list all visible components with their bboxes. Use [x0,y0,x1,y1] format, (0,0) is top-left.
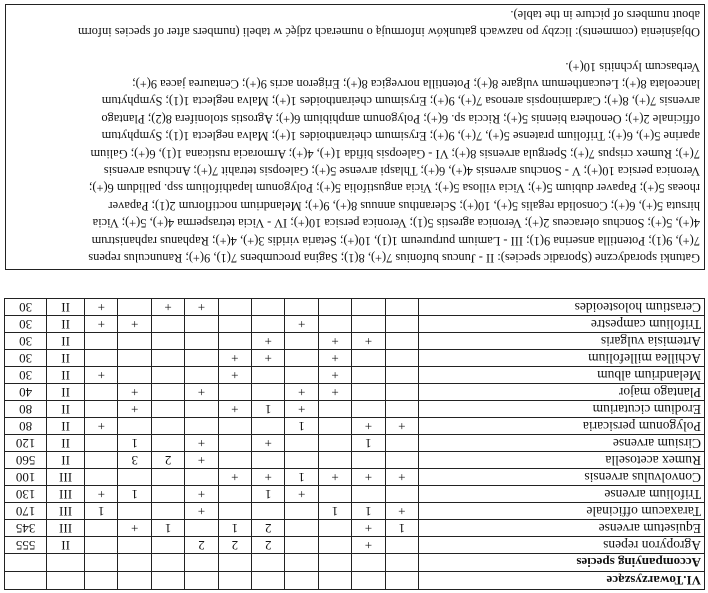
abundance-cell [252,367,285,384]
abundance-cell [318,316,351,333]
abundance-cell: + [85,299,118,316]
abundance-cell [285,367,318,384]
abundance-cell: + [352,469,385,486]
abundance-cell [385,299,418,316]
abundance-cell: + [118,520,151,537]
abundance-cell: 1 [352,435,385,452]
abundance-cell [352,384,385,401]
table-row [5,350,705,367]
abundance-cell: + [318,469,351,486]
abundance-cell: + [352,333,385,350]
cover-coefficient: 30 [5,333,47,350]
abundance-cell: + [318,350,351,367]
cover-coefficient: 345 [5,520,47,537]
abundance-cell: + [385,503,418,520]
table-row [5,435,705,452]
species-name: Erodium cicutarium [419,401,705,418]
abundance-cell: 1 [352,503,385,520]
abundance-cell [352,452,385,469]
abundance-cell [285,435,318,452]
sporadic-species-line: lanceolata 8(+); Leucanthemum vulgare 8(+); Potentilla norvegica 8(+); Erigeron acris 9(+); Centaurea jacea 9(+); [132,76,700,91]
abundance-cell [85,520,118,537]
abundance-cell [252,452,285,469]
abundance-cell: + [285,401,318,418]
species-name: Agropyron repens [419,537,705,554]
cover-coefficient: 30 [5,350,47,367]
abundance-cell [118,333,151,350]
abundance-cell [285,350,318,367]
abundance-cell: 2 [185,537,218,554]
sporadic-species-line: 4(+), 5(+); Sonchus oleraceus 2(+); Veronica agrestis 5(1); Veronica persica 10(+); IV - Vicia tetrasperma 4(+), 5(+); Vicia [92,216,700,231]
abundance-cell [352,299,385,316]
abundance-cell: 1 [318,503,351,520]
constancy-class: II [47,452,85,469]
abundance-cell: 2 [252,537,285,554]
table-row [5,469,705,486]
abundance-cell [385,537,418,554]
abundance-cell: + [318,367,351,384]
abundance-cell [85,384,118,401]
abundance-cell: + [352,520,385,537]
abundance-cell [252,418,285,435]
abundance-cell [218,486,251,503]
cover-coefficient: 130 [5,486,47,503]
cover-coefficient: 170 [5,503,47,520]
table-header-row [5,572,705,590]
abundance-cell: + [185,299,218,316]
abundance-cell [318,418,351,435]
table-row [5,486,705,503]
abundance-cell [151,333,184,350]
abundance-cell: 1 [285,469,318,486]
abundance-cell [318,435,351,452]
constancy-class: II [47,367,85,384]
abundance-cell [85,401,118,418]
abundance-cell: + [185,435,218,452]
abundance-cell [151,367,184,384]
abundance-cell [385,452,418,469]
cover-coefficient: 30 [5,299,47,316]
abundance-cell [318,537,351,554]
species-name: Artemisia vulgaris [419,333,705,350]
abundance-cell [118,350,151,367]
abundance-cell [185,333,218,350]
abundance-cell: + [385,418,418,435]
species-name: Cerastium holosteoides [419,299,705,316]
abundance-cell [218,333,251,350]
comments-paragraph [10,5,700,40]
abundance-cell [285,299,318,316]
abundance-cell: + [218,401,251,418]
section-heading: VI.Towarzyszące [419,572,705,590]
abundance-cell: 1 [285,418,318,435]
abundance-cell [151,486,184,503]
abundance-cell: + [185,486,218,503]
comments-line: Objaśnienia (comments): liczby po nazwach gatunków informują o numerach zdjęć w tabeli (numbers after of species inform [77,25,700,40]
abundance-cell [85,435,118,452]
abundance-cell [85,333,118,350]
abundance-cell [185,469,218,486]
abundance-cell: 1 [252,486,285,503]
abundance-cell [385,486,418,503]
notes-box [5,4,705,270]
table-row [5,520,705,537]
constancy-class: II [47,350,85,367]
abundance-cell: + [85,316,118,333]
abundance-cell [385,316,418,333]
abundance-cell: 1 [151,520,184,537]
abundance-cell: 1 [118,435,151,452]
abundance-cell [252,384,285,401]
table-row [5,503,705,520]
abundance-cell: + [218,469,251,486]
abundance-cell [151,316,184,333]
cover-coefficient: 120 [5,435,47,452]
abundance-cell [185,401,218,418]
species-name: Rumex acetosella [419,452,705,469]
constancy-class: II [47,316,85,333]
table-row [5,316,705,333]
species-name: Trifolium campestre [419,316,705,333]
abundance-cell [151,401,184,418]
abundance-cell: + [352,537,385,554]
sporadic-species-line: 7(+); Rumex crispus 7(+); Spergula arvensis 8(+); VI - Galeopsis bifida 1(+), 4(+); Armoracia rusticana 1(1), 6(+); Galium [90,146,700,161]
abundance-cell [385,384,418,401]
abundance-cell [118,469,151,486]
cover-coefficient: 40 [5,384,47,401]
abundance-cell [185,367,218,384]
constancy-class: III [47,486,85,503]
abundance-cell [85,469,118,486]
constancy-class: II [47,299,85,316]
sporadic-species-line: hirsuta 5(+), 6(+); Consolida regalis 5(+), 10(+); Scleranthus annuus 8(+), 9(+); Melandrium noctiflorum 2(1); Papaver [108,198,700,213]
abundance-cell [252,316,285,333]
abundance-cell: + [252,469,285,486]
sporadic-species-line: aparine 5(+), 6(+); Trifolium pratense 5(+), 7(+), 9(+); Erysimum cheiranthoides 1(+); Malva neglecta 1(1); Symphytum [101,129,700,144]
species-name: Taraxacum officinale [419,503,705,520]
abundance-cell: + [118,384,151,401]
constancy-class: II [47,401,85,418]
abundance-cell: + [118,401,151,418]
abundance-cell: 2 [252,520,285,537]
abundance-cell [118,299,151,316]
abundance-cell [218,452,251,469]
abundance-cell: + [318,333,351,350]
abundance-cell [185,350,218,367]
abundance-cell [318,299,351,316]
abundance-cell [285,503,318,520]
cover-coefficient: 30 [5,316,47,333]
cover-coefficient: 560 [5,452,47,469]
abundance-cell [85,452,118,469]
abundance-cell: + [285,486,318,503]
abundance-cell [85,537,118,554]
cover-coefficient: 80 [5,418,47,435]
abundance-cell [218,418,251,435]
species-name: Achillea millefolium [419,350,705,367]
abundance-cell [151,384,184,401]
constancy-class: II [47,537,85,554]
abundance-cell [151,350,184,367]
constancy-class: III [47,520,85,537]
abundance-cell [151,435,184,452]
abundance-cell [285,520,318,537]
abundance-cell [218,316,251,333]
abundance-cell [218,435,251,452]
abundance-cell [285,537,318,554]
species-name: Trifolium arvense [419,486,705,503]
constancy-class: II [47,384,85,401]
abundance-cell [118,503,151,520]
abundance-cell [252,299,285,316]
table-row [5,299,705,316]
abundance-cell: + [252,333,285,350]
abundance-cell [285,452,318,469]
abundance-cell: + [185,452,218,469]
abundance-cell [385,350,418,367]
abundance-cell: 1 [252,401,285,418]
abundance-cell: + [218,367,251,384]
abundance-cell [352,486,385,503]
sporadic-species-paragraph [10,57,700,266]
abundance-cell: + [285,316,318,333]
section-subheading: Accompanying species [419,554,705,572]
species-name: Plantago major [419,384,705,401]
table-row [5,537,705,554]
abundance-cell: + [151,299,184,316]
abundance-cell: + [352,418,385,435]
abundance-cell [318,486,351,503]
abundance-cell [118,537,151,554]
abundance-cell [352,316,385,333]
abundance-cell: 2 [151,452,184,469]
species-table [4,298,705,590]
abundance-cell: + [252,435,285,452]
abundance-cell [218,299,251,316]
constancy-class: II [47,333,85,350]
cover-coefficient: 100 [5,469,47,486]
abundance-cell [252,503,285,520]
table-row [5,401,705,418]
species-name: Polygonum persicaria [419,418,705,435]
table-header-row [5,554,705,572]
comments-line: about numbers of picture in the table). [510,7,700,22]
sporadic-species-line: Verbascum lychnitis 10(+). [565,59,700,74]
abundance-cell: + [85,418,118,435]
sporadic-species-line: Veronica persica 10(+); V - Sonchus arvensis 4(+), 6(+); Thlaspi arvense 5(+); Galeopsis tetrahit 7(+); Anchusa arvensis [103,163,700,178]
abundance-cell: 2 [218,537,251,554]
abundance-cell [285,333,318,350]
sporadic-species-line: Gatunki sporadyczne (Sporadic species): II - Juncus bufonius 7(+), 8(1); Sagina procumbens 7(1), 9(+); Ranunculus repens [88,251,700,265]
abundance-cell: + [185,503,218,520]
abundance-cell [385,435,418,452]
abundance-cell: 1 [118,486,151,503]
abundance-cell [218,384,251,401]
abundance-cell [118,418,151,435]
species-name: Cirsium arvense [419,435,705,452]
species-name: Convolvulus arvensis [419,469,705,486]
abundance-cell: + [318,384,351,401]
abundance-cell [151,503,184,520]
sporadic-species-line: 7(+), 9(1); Potentilla anserina 9(1); III - Lamium purpureum 1(1), 10(+); Setaria viridis 3(+), 4(+); Raphanus raphanistrum [91,233,700,248]
abundance-cell [151,537,184,554]
abundance-cell [185,316,218,333]
abundance-cell: 1 [218,520,251,537]
sporadic-species-line: rhoeas 5(+); Papaver dubium 5(+); Vicia villosa 5(+); Vicia angustifolia 5(+); Polygonum lapathifolium ssp. pallidum 6(+); [88,181,700,196]
table-row [5,384,705,401]
species-name: Equisetum arvense [419,520,705,537]
abundance-cell: + [85,367,118,384]
abundance-cell [318,401,351,418]
abundance-cell: 1 [85,503,118,520]
table-row [5,333,705,350]
constancy-class: II [47,418,85,435]
constancy-class: III [47,469,85,486]
abundance-cell: + [185,384,218,401]
abundance-cell [318,520,351,537]
cover-coefficient: 80 [5,401,47,418]
abundance-cell: + [218,350,251,367]
abundance-cell [218,503,251,520]
abundance-cell [151,469,184,486]
table-row [5,418,705,435]
abundance-cell [352,401,385,418]
abundance-cell [385,333,418,350]
table-row [5,452,705,469]
abundance-cell [85,350,118,367]
abundance-cell: + [85,486,118,503]
abundance-cell: + [118,316,151,333]
cover-coefficient: 30 [5,367,47,384]
species-name: Melandrium album [419,367,705,384]
table-row [5,367,705,384]
constancy-class: III [47,503,85,520]
constancy-class: II [47,435,85,452]
abundance-cell [352,367,385,384]
abundance-cell [185,418,218,435]
sporadic-species-line: officinale 2(+); Oenothera biennis 5(+); Riccia sp. 6(+); Polygonum amphibium 6(+); Agrostis stolonifera 8(2); Plantago [101,111,700,126]
abundance-cell [151,418,184,435]
abundance-cell [385,401,418,418]
abundance-cell [118,367,151,384]
abundance-cell: + [285,384,318,401]
abundance-cell [318,452,351,469]
sporadic-species-line: arvensis 7(+), 8(+); Cardaminopsis arenosa 7(+), 9(+); Erysimum cheiranthoides 1(+); Malva neglecta 1(1); Symphytum [101,94,700,109]
abundance-cell [185,520,218,537]
abundance-cell [385,367,418,384]
abundance-cell [352,350,385,367]
abundance-cell: + [252,350,285,367]
abundance-cell: 3 [118,452,151,469]
cover-coefficient: 555 [5,537,47,554]
abundance-cell: 1 [385,520,418,537]
abundance-cell: + [385,469,418,486]
